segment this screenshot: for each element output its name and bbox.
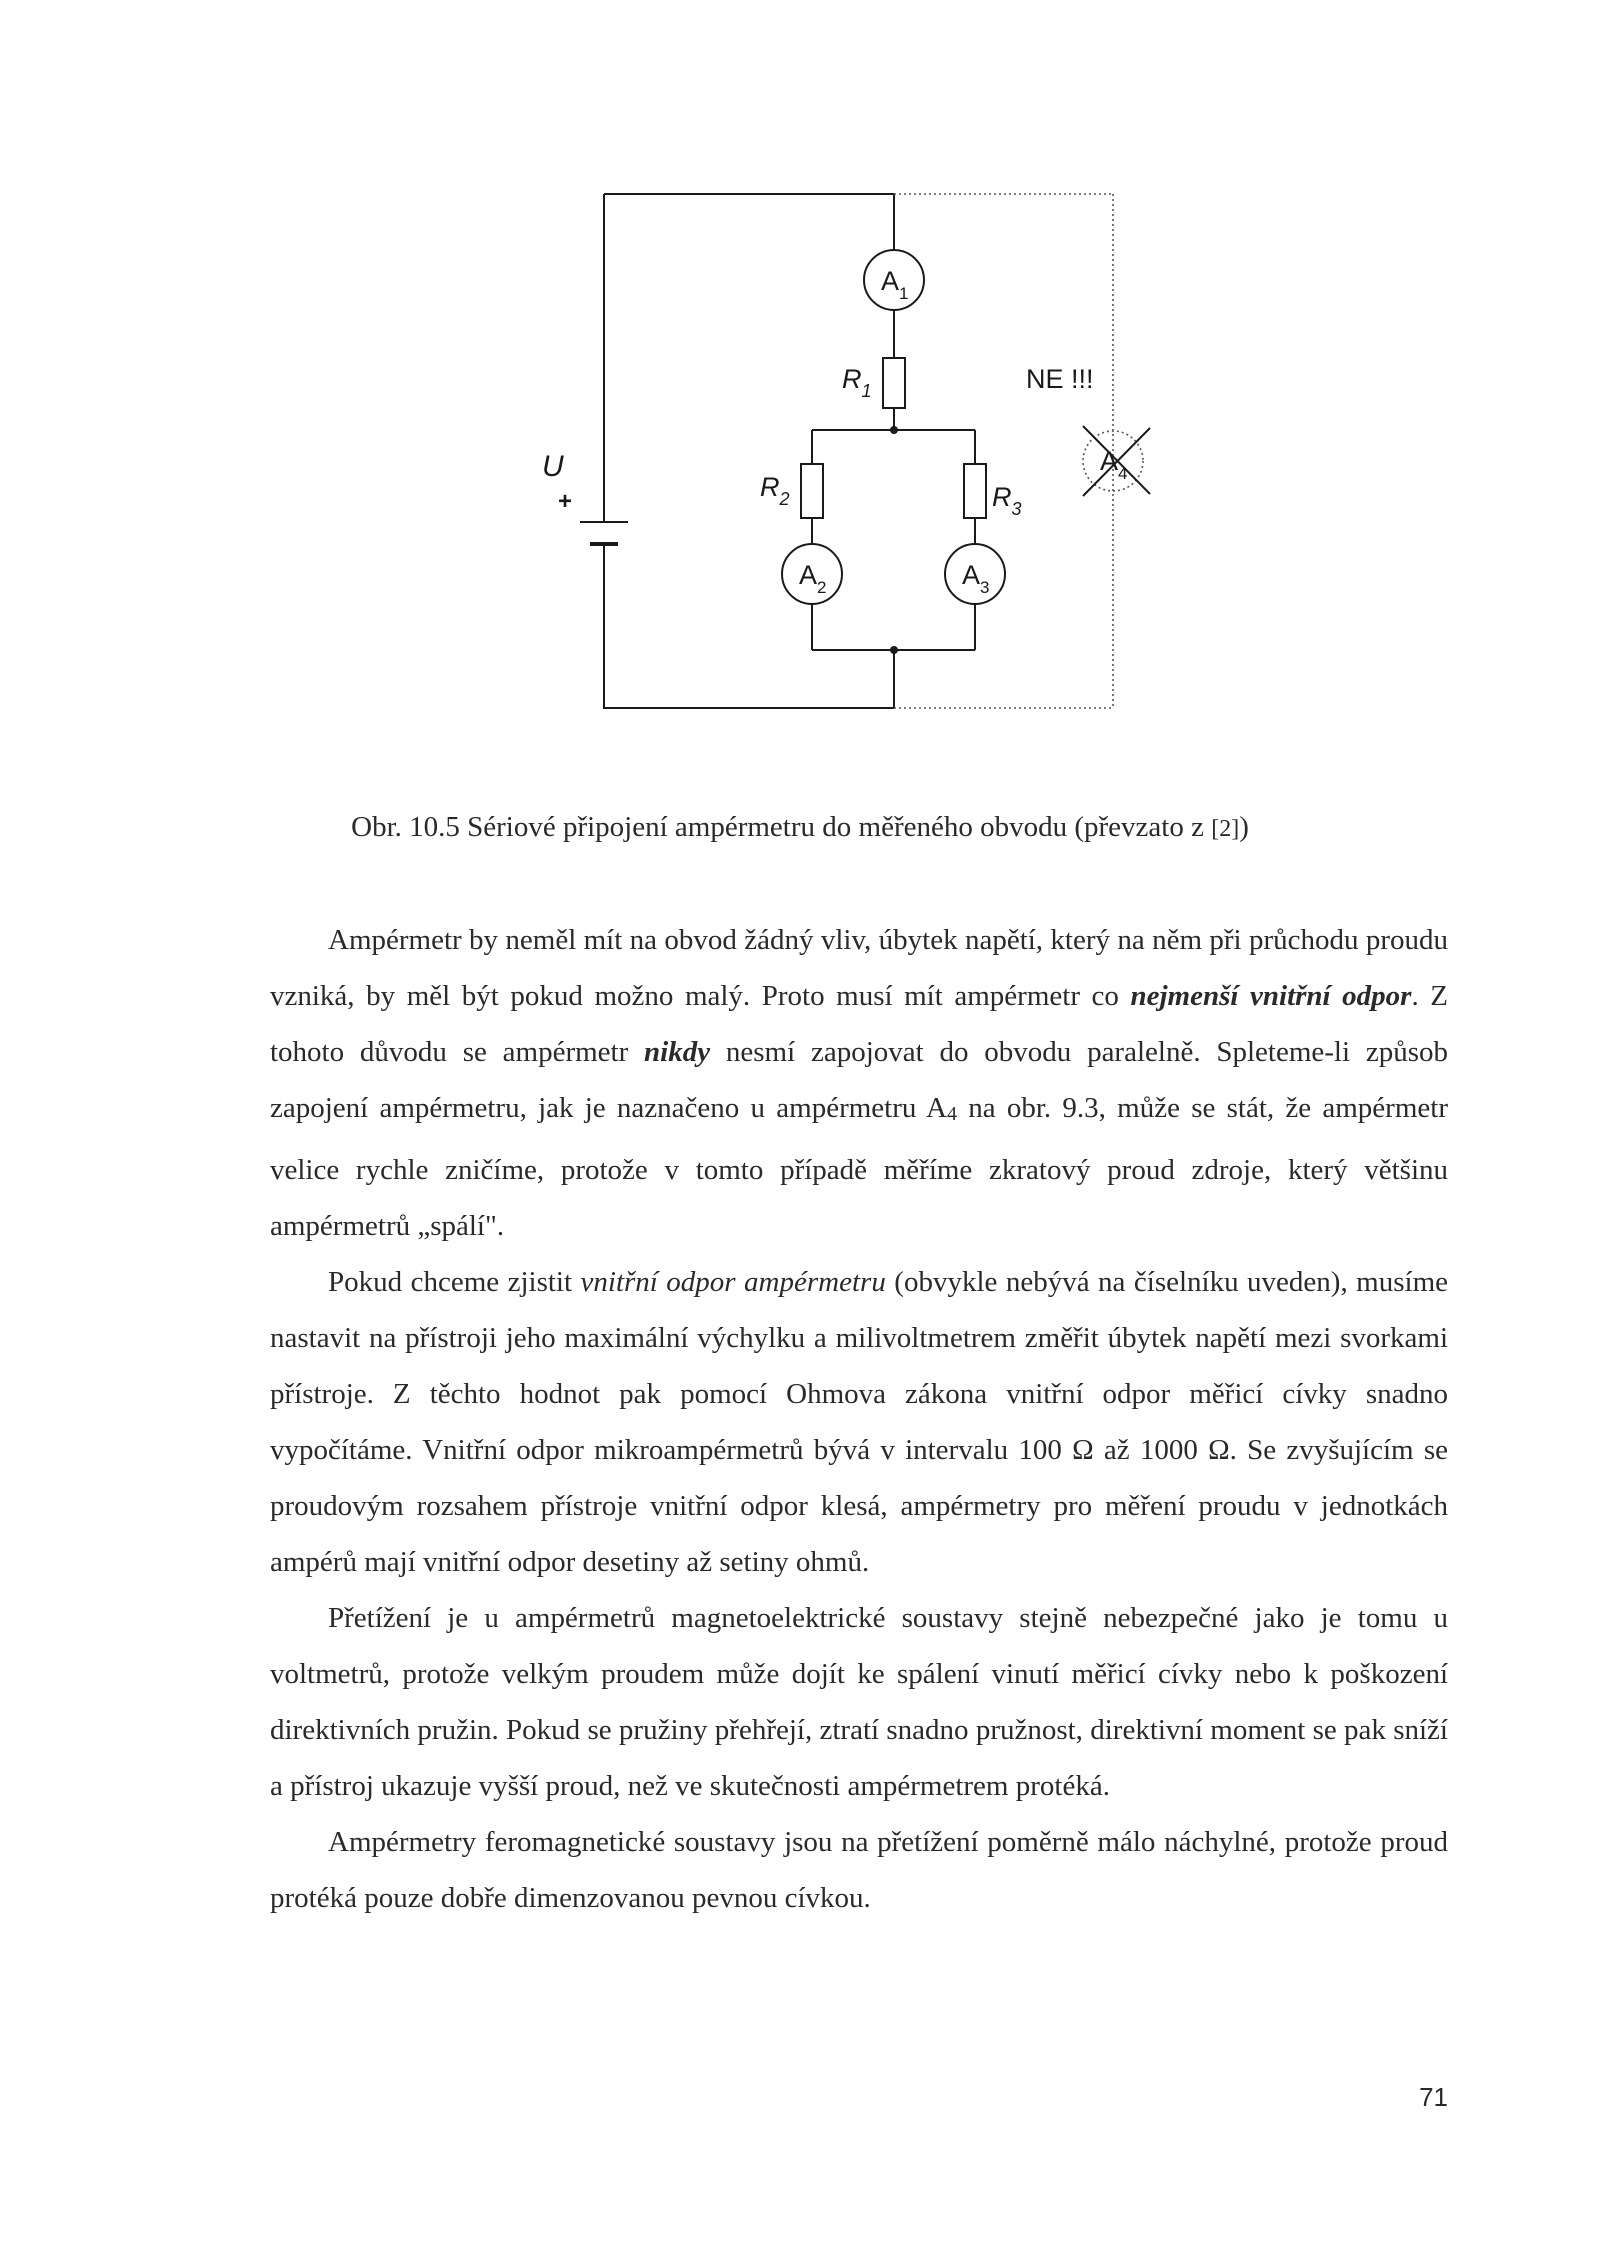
paragraph-2: Pokud chceme zjistit vnitřní odpor ampérmetru (obvykle nebývá na číselníku uveden), musíme nastavit na přístroji jeho maximální výchylku a milivoltmetrem změřit úbytek napětí mezi svorkami přístroje. Z těchto hodnot pak pomocí Ohmova zákona vnitřní odpor měřicí cívky snadno vypočítáme. Vnitřní odpor mikroampérmetrů bývá v intervalu 100 Ω až 1000 Ω. Se zvyšujícím se proudovým rozsahem přístroje vnitřní odpor klesá, ampérmetry pro měření proudu v jednotkách ampérů mají vnitřní odpor desetiny až setiny ohmů. bbox=[270, 1266, 1448, 1578]
caption-close: ) bbox=[1239, 811, 1249, 843]
label-r3: $R_3$ bbox=[992, 482, 1022, 519]
wire-left-lower bbox=[604, 544, 894, 708]
label-warning: NE !!! bbox=[1026, 364, 1094, 394]
page-number: 71 bbox=[1419, 2082, 1448, 2112]
resistor-r2 bbox=[801, 464, 823, 518]
resistor-r3 bbox=[964, 464, 986, 518]
emphasis-least-resistance: nejmenší vnitřní odpor bbox=[1130, 980, 1412, 1012]
junction-top bbox=[890, 426, 898, 434]
label-a1: $A_1$ bbox=[881, 266, 909, 303]
label-a3: $A_3$ bbox=[962, 560, 990, 597]
caption-reference: [2] bbox=[1211, 816, 1240, 842]
body-text bbox=[270, 912, 1448, 1926]
figure-caption bbox=[0, 807, 1600, 849]
circuit-diagram bbox=[520, 180, 1180, 740]
caption-text: Obr. 10.5 Sériové připojení ampérmetru do měřeného obvodu (převzato z bbox=[351, 811, 1212, 843]
paragraph-1: Ampérmetr by neměl mít na obvod žádný vliv, úbytek napětí, který na něm při průchodu proudu vzniká, by měl být pokud možno malý. Proto musí mít ampérmetr co nejmenší vnitřní odpor. Z tohoto důvodu se ampérmetr nikdy nesmí zapojovat do obvodu paralelně. Spleteme-li způsob zapojení ampérmetru, jak je naznačeno u ampérmetru A4 na obr. 9.3, může se stát, že ampérmetr velice rychle zničíme, protože v tomto případě měříme zkratový proud zdroje, který většinu ampérmetrů „spálí". bbox=[270, 924, 1448, 1242]
junction-bottom bbox=[890, 646, 898, 654]
label-u: U bbox=[542, 450, 564, 483]
paragraph-4: Ampérmetry feromagnetické soustavy jsou na přetížení poměrně málo náchylné, protože proud protéká pouze dobře dimenzovanou pevnou cívkou. bbox=[270, 1826, 1448, 1914]
label-a2: $A_2$ bbox=[799, 560, 827, 597]
resistor-r1 bbox=[883, 358, 905, 408]
emphasis-never: nikdy bbox=[644, 1036, 711, 1068]
emphasis-internal-resistance: vnitřní odpor ampérmetru bbox=[580, 1266, 886, 1298]
paragraph-3: Přetížení je u ampérmetrů magnetoelektrické soustavy stejně nebezpečné jako je tomu u voltmetrů, protože velkým proudem může dojít ke spálení vinutí měřicí cívky nebo k poškození direktivních pružin. Pokud se pružiny přehřejí, ztratí snadno pružnost, direktivní moment se pak sníží a přístroj ukazuje vyšší proud, než ve skutečnosti ampérmetrem protéká. bbox=[270, 1602, 1448, 1802]
label-a4: $A_4$ bbox=[1100, 446, 1128, 483]
label-r1: $R_1$ bbox=[842, 364, 872, 401]
label-plus: + bbox=[558, 488, 573, 515]
label-r2: $R_2$ bbox=[760, 472, 790, 509]
